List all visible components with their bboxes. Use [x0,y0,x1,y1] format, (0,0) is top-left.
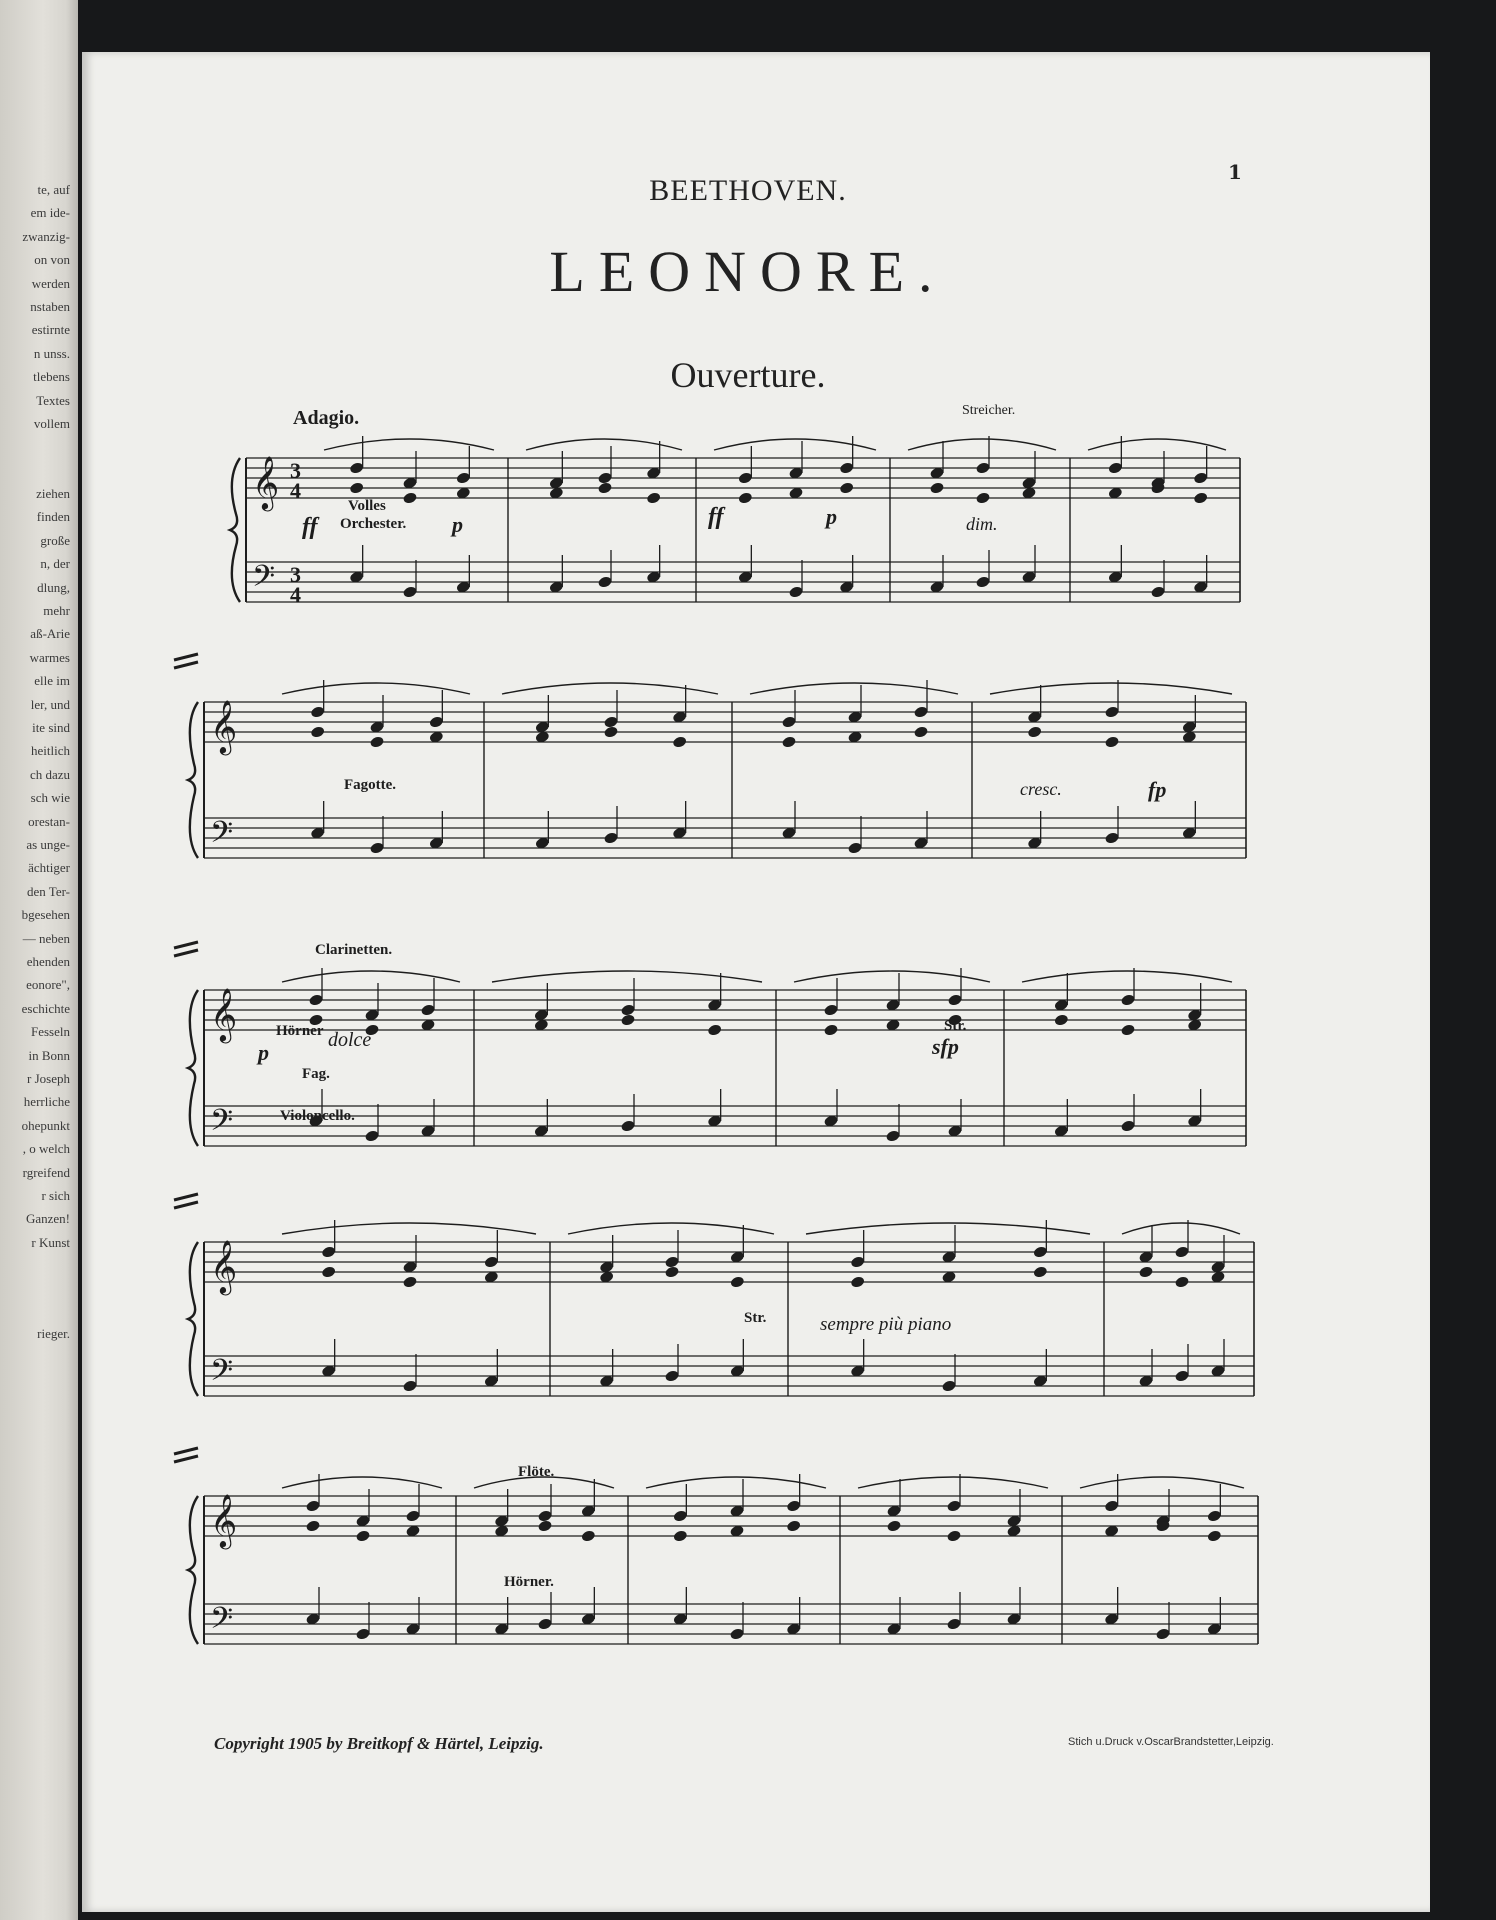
notehead [1104,735,1119,748]
left-page-line: ch dazu [29,766,70,782]
left-page-line: rgreifend [22,1164,70,1180]
notehead [646,491,661,504]
composer-name: BEETHOVEN. [649,174,847,207]
engraver-credit: Stich u.Druck v.OscarBrandstetter,Leipzig. [1068,1736,1274,1748]
notehead [786,1519,801,1532]
left-page-line: ohepunkt [21,1117,70,1133]
tempo-marking: Adagio. [293,407,360,429]
slur [282,971,460,982]
left-page-line: — neben [22,930,70,946]
left-page-line: werden [31,275,70,291]
str-label-2: Str. [744,1310,767,1326]
left-page-line: in Bonn [28,1047,70,1063]
system-brace [188,702,198,858]
time-signature-digit: 4 [290,582,301,607]
notehead [823,1023,838,1036]
notehead [730,1275,745,1288]
notehead [402,1275,417,1288]
notehead [929,481,944,494]
notehead [913,725,928,738]
left-page-line: vollem [33,416,70,431]
copyright-notice: Copyright 1905 by Breitkopf & Härtel, Leipzig. [214,1734,544,1753]
left-page-line: estirnte [31,322,70,338]
slur [282,1477,442,1488]
dolce-marking: dolce [328,1029,372,1051]
fag-label: Fag. [302,1066,330,1082]
notehead [664,1265,679,1278]
slur [714,439,876,450]
notehead [975,491,990,504]
dynamic-ff-1: ff [302,514,318,540]
dim-marking: dim. [966,514,998,534]
bass-clef-icon: 𝄢 [252,560,276,600]
treble-clef-icon: 𝄞 [210,1495,238,1546]
notehead [850,1275,865,1288]
notehead [946,1529,961,1542]
left-page-line: n unss. [33,345,70,361]
left-page-line: on von [34,252,70,268]
slur [324,439,494,450]
cresc-marking: cresc. [1020,779,1062,799]
notehead [673,1529,688,1542]
left-page-line: r Joseph [27,1071,70,1086]
notehead [349,481,364,494]
notehead [1120,1023,1135,1036]
left-page-line: finden [36,509,70,525]
left-page-line: rieger. [37,1326,70,1341]
slur [1080,1477,1244,1488]
sempre-marking: sempre più piano [820,1314,952,1335]
left-page-line: dlung, [37,579,70,595]
system-separator [174,654,198,660]
left-page-line: tlebens [33,369,70,385]
volles-label: Volles [348,498,386,514]
left-page-line: r Kunst [31,1234,70,1250]
notehead [781,735,796,748]
left-page-line: orestan- [28,813,70,829]
movement-title: Ouverture. [670,355,826,395]
slur [1122,1223,1240,1234]
time-signature-digit: 3 [290,562,301,587]
system-brace [188,1242,198,1396]
left-page-line: elle im [34,673,70,689]
left-page-line: heitlich [31,743,70,759]
treble-clef-icon: 𝄞 [252,457,280,508]
notehead [1193,491,1208,504]
left-page-line: , o welch [22,1141,70,1157]
flote-label: Flöte. [518,1464,555,1480]
dynamic-sfp: sfp [932,1034,959,1059]
notehead [839,481,854,494]
left-page-line: as unge- [26,837,70,852]
notehead [402,491,417,504]
left-page-line: eonore", [26,977,70,993]
horner-label-2: Hörner. [504,1574,554,1590]
dynamic-fp: fp [1148,777,1167,802]
notehead [581,1529,596,1542]
time-signature-digit: 4 [290,478,301,503]
notehead [620,1013,635,1026]
slur [858,1477,1048,1488]
left-page-line: ziehen [36,486,70,501]
str-label-1: Str. [944,1018,967,1034]
system-separator [174,1202,198,1208]
notehead [1054,1013,1069,1026]
slur [806,1223,1090,1234]
left-page-line: warmes [29,649,70,665]
left-page-line: Textes [36,392,70,408]
notehead [310,725,325,738]
slur [990,683,1232,694]
dynamic-ff-2: ff [708,504,724,530]
notehead [321,1265,336,1278]
left-page-line: ler, und [30,696,70,712]
left-page-line: herrliche [23,1094,70,1110]
dynamic-p-3: p [258,1040,269,1065]
dynamic-p-2: p [826,504,837,529]
left-page-line: em ide- [30,205,70,221]
time-signature-digit: 3 [290,458,301,483]
system-separator [174,1456,198,1462]
left-page-line: Ganzen! [25,1211,70,1227]
notehead [1207,1529,1222,1542]
system-brace [230,458,240,602]
notehead [1033,1265,1048,1278]
left-page-line: mehr [43,603,70,618]
slur [1022,971,1232,982]
horner-label-1: Hörner [276,1023,324,1039]
notehead [672,735,687,748]
system-separator [174,1448,198,1454]
left-page-line: sch wie [30,790,70,806]
bass-clef-icon: 𝄢 [210,816,234,856]
slur [908,439,1056,450]
left-page-line: te, auf [37,182,70,197]
left-page-line: aß-Arie [30,626,70,642]
notehead [305,1519,320,1532]
left-page-line: ehenden [26,954,70,969]
notehead [597,481,612,494]
bass-clef-icon: 𝄢 [210,1104,234,1144]
left-page-line: n, der [40,556,70,572]
slur [526,439,682,450]
system-separator [174,950,198,956]
bass-clef-icon: 𝄢 [210,1354,234,1394]
violoncello-label: Violoncello. [280,1108,355,1124]
work-title: LEONORE. [549,239,947,304]
system-separator [174,662,198,668]
notehead [1138,1265,1153,1278]
notehead [738,491,753,504]
system-separator [174,1194,198,1200]
clarinetten-label: Clarinetten. [315,942,393,958]
system-brace [188,1496,198,1644]
notehead [537,1519,552,1532]
notehead [603,725,618,738]
notehead [369,735,384,748]
bass-clef-icon: 𝄢 [210,1602,234,1642]
fagotte-label: Fagotte. [344,777,397,793]
notehead [1027,725,1042,738]
slur [646,1477,826,1488]
left-page-line: r sich [41,1188,70,1203]
left-page-line: ite sind [32,720,70,735]
slur [1088,439,1226,450]
left-page-line: zwanzig- [22,228,70,244]
orchester-label: Orchester. [340,516,407,532]
left-page-line: eschichte [21,1000,70,1016]
left-page-line: bgesehen [21,907,70,923]
system-separator [174,942,198,948]
dynamic-p-1: p [452,512,463,537]
left-page-line: große [40,532,70,548]
notehead [355,1529,370,1542]
left-page-line: Fesseln [31,1024,70,1040]
system-brace [188,990,198,1146]
treble-clef-icon: 𝄞 [210,989,238,1040]
notehead [886,1519,901,1532]
treble-clef-icon: 𝄞 [210,1241,238,1292]
streicher-label: Streicher. [962,403,1016,418]
left-page-line: den Ter- [27,883,70,899]
notehead [1174,1275,1189,1288]
notehead [707,1023,722,1036]
noteheads [282,436,1244,1641]
left-page-line: ächtiger [28,860,70,876]
page-number: 1 [1228,160,1242,184]
left-page-line: nstaben [30,299,70,314]
treble-clef-icon: 𝄞 [210,701,238,752]
slur [492,971,762,982]
